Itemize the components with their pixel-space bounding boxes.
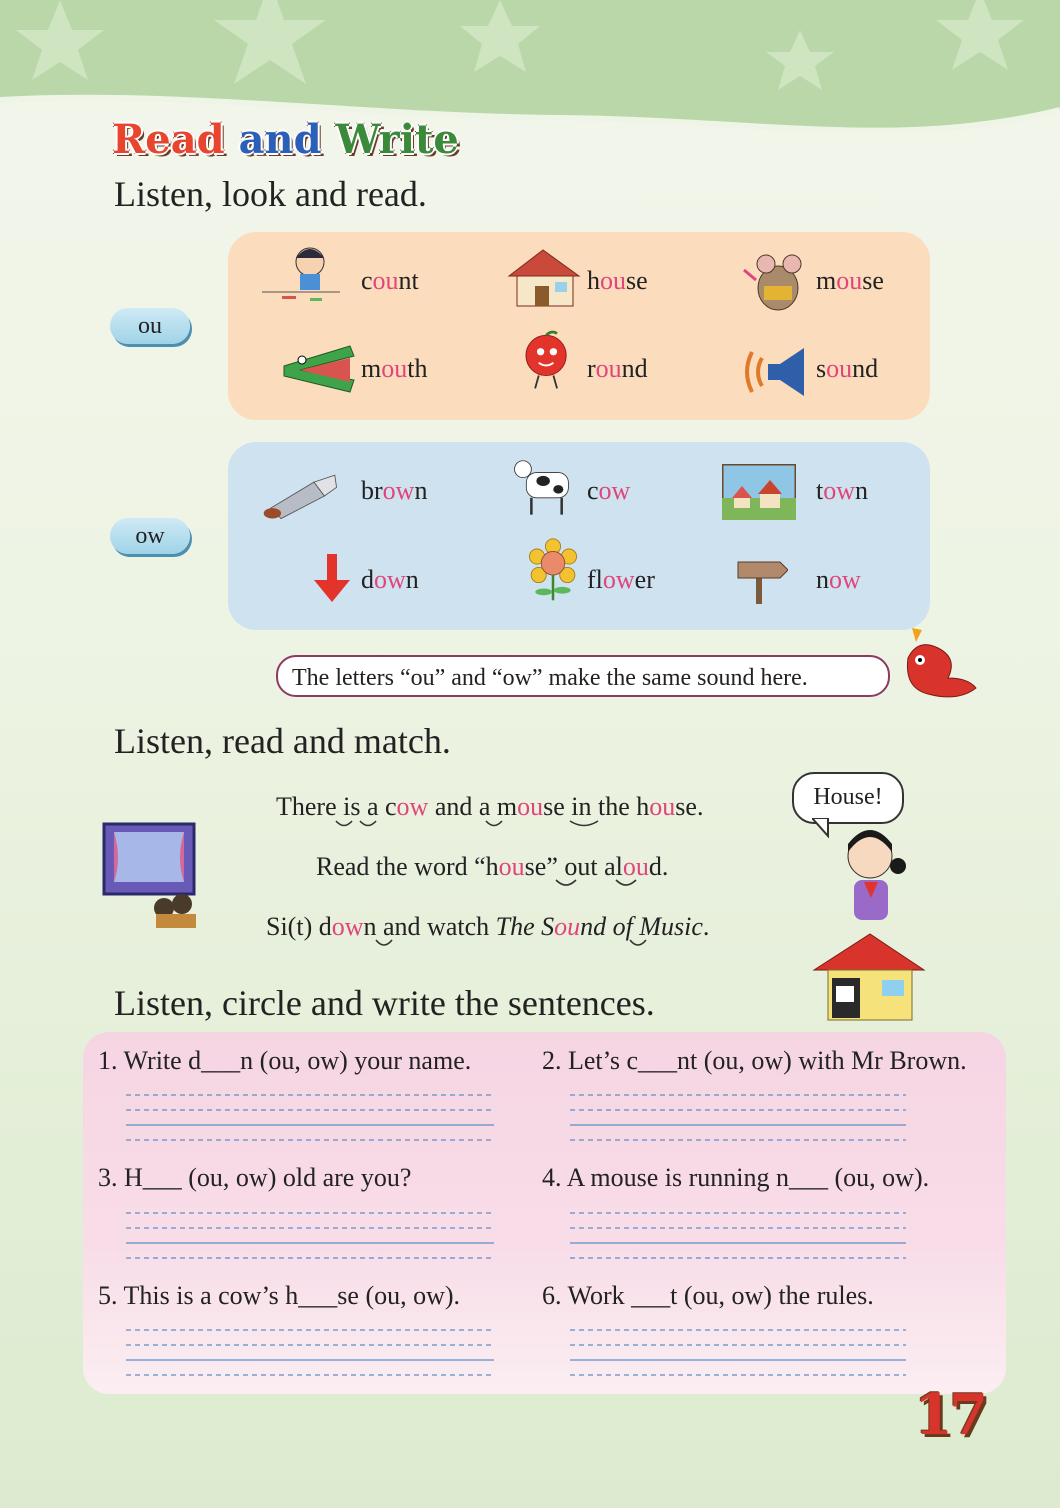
ow-label-pill[interactable]: ow <box>110 518 190 554</box>
round-apple-icon <box>508 328 586 392</box>
word-mouse: mouse <box>816 266 884 295</box>
answer-lines-3[interactable] <box>126 1210 494 1260</box>
speaker-sound-icon <box>738 340 816 404</box>
title-word-write <box>336 116 459 163</box>
word-house: house <box>587 266 648 295</box>
sentence-2: Read the word “house” out aloud. <box>316 852 669 881</box>
heading-listen-look: Listen, look and read. <box>114 174 427 214</box>
house-icon <box>505 246 583 310</box>
answer-lines-4[interactable] <box>570 1210 938 1260</box>
answer-lines-6[interactable] <box>570 1327 938 1377</box>
title-word-and <box>239 116 322 163</box>
speech-bubble: House! <box>792 772 904 824</box>
answer-lines-1[interactable] <box>126 1092 494 1142</box>
heading-listen-circle: Listen, circle and write the sentences. <box>114 983 655 1023</box>
cow-house-icon <box>810 930 926 1024</box>
word-down: down <box>361 565 419 594</box>
dragon-mascot-icon <box>888 618 980 710</box>
question-3: 3. H___ (ou, ow) old are you? <box>98 1163 412 1192</box>
crocodile-mouth-icon <box>280 336 358 400</box>
question-6: 6. Work ___t (ou, ow) the rules. <box>542 1281 874 1310</box>
paint-tube-icon <box>262 464 340 528</box>
girl-character-icon <box>826 822 912 922</box>
page-title <box>112 116 473 163</box>
word-round: round <box>587 354 648 383</box>
boy-counting-icon <box>262 240 340 304</box>
ou-label-pill[interactable]: ou <box>110 308 190 344</box>
signpost-icon <box>736 556 788 604</box>
town-picture-icon <box>722 464 796 520</box>
title-write-text: Write <box>335 116 459 163</box>
mouse-icon <box>736 250 814 314</box>
note-box: The letters “ou” and “ow” make the same sound here. <box>276 655 890 697</box>
down-arrow-icon <box>312 552 352 604</box>
word-town: town <box>816 476 869 505</box>
word-count: count <box>361 266 419 295</box>
word-sound: sound <box>816 354 879 383</box>
title-word-read <box>112 116 225 163</box>
flower-icon <box>514 538 592 602</box>
question-5: 5. This is a cow’s h___se (ou, ow). <box>98 1281 461 1310</box>
heading-listen-match: Listen, read and match. <box>114 721 451 761</box>
word-flower: flower <box>587 565 655 594</box>
answer-lines-5[interactable] <box>126 1327 494 1377</box>
word-cow: cow <box>587 476 631 505</box>
cow-icon <box>505 454 583 518</box>
theatre-audience-icon <box>100 818 212 930</box>
question-2: 2. Let’s c___nt (ou, ow) with Mr Brown. <box>542 1046 967 1075</box>
title-and-text: and <box>238 116 322 163</box>
word-brown: brown <box>361 476 428 505</box>
question-1: 1. Write d___n (ou, ow) your name. <box>98 1046 472 1075</box>
linking-marks <box>260 816 760 956</box>
word-mouth: mouth <box>361 354 428 383</box>
title-read-text: Read <box>112 116 225 163</box>
answer-lines-2[interactable] <box>570 1092 938 1142</box>
word-now: now <box>816 565 861 594</box>
sentence-3: Si(t) down and watch The Sound of Music. <box>266 912 710 941</box>
page-number: 17 <box>914 1382 984 1448</box>
sentence-1: There is a cow and a mouse in the house. <box>276 792 704 821</box>
question-4: 4. A mouse is running n___ (ou, ow). <box>542 1163 930 1192</box>
